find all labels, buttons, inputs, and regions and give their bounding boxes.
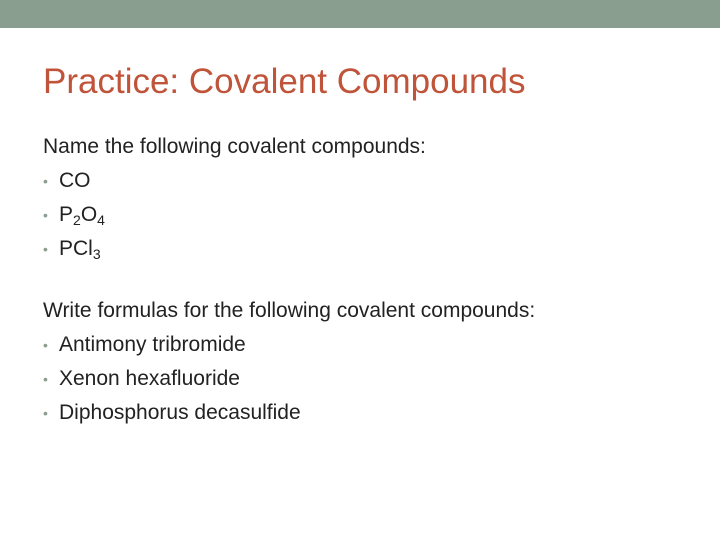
naming-list xyxy=(43,164,703,266)
formula-part: P xyxy=(59,203,74,226)
list-item xyxy=(43,396,703,430)
bullet-icon: • xyxy=(43,241,48,257)
formula-p2o4 xyxy=(59,198,105,232)
compound-name: Antimony tribromide xyxy=(59,333,246,356)
naming-heading: Name the following covalent compounds: xyxy=(43,135,426,158)
compound-name: Xenon hexafluoride xyxy=(59,367,240,390)
formula-subscript: 4 xyxy=(97,212,105,228)
compound-name: Diphosphorus decasulfide xyxy=(59,401,301,424)
bullet-icon: • xyxy=(43,337,48,353)
formula-part: O xyxy=(80,203,98,226)
formula-co xyxy=(59,164,91,198)
slide-title: Practice: Covalent Compounds xyxy=(43,62,526,101)
formula-part: CO xyxy=(59,169,91,192)
top-accent-bar xyxy=(0,0,720,28)
list-item xyxy=(43,328,703,362)
bullet-icon: • xyxy=(43,405,48,421)
list-item xyxy=(43,232,703,266)
list-item xyxy=(43,198,703,232)
formula-part: PCl xyxy=(59,237,93,260)
formulas-list xyxy=(43,328,703,430)
bullet-icon: • xyxy=(43,371,48,387)
formula-subscript: 2 xyxy=(73,212,81,228)
bullet-icon: • xyxy=(43,207,48,223)
list-item xyxy=(43,362,703,396)
formula-subscript: 3 xyxy=(92,246,101,262)
formula-pcl3 xyxy=(59,232,101,266)
formulas-heading: Write formulas for the following covalent compounds: xyxy=(43,299,536,322)
list-item xyxy=(43,164,703,198)
bullet-icon: • xyxy=(43,173,48,189)
section-spacer xyxy=(43,266,703,294)
slide-body xyxy=(43,130,703,430)
